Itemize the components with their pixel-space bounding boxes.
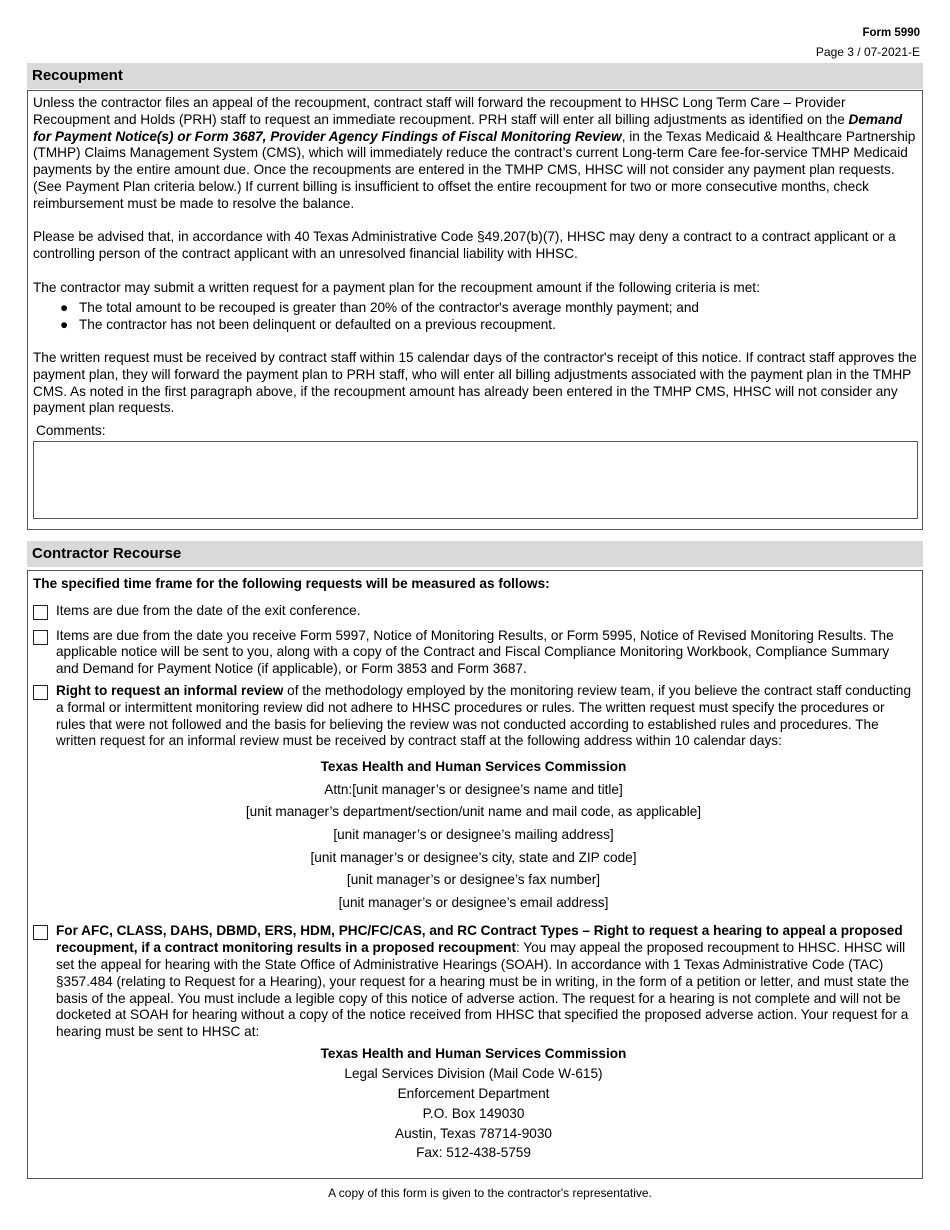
address-line: [unit manager’s or designee’s fax number] [346,872,601,888]
comments-label: Comments: [36,422,106,438]
informal-review-checkbox[interactable] [33,685,48,700]
address-line: [unit manager’s department/section/unit name and mail code, as applicable] [245,804,702,820]
recoupment-paragraph-2: Please be advised that, in accordance with 40 Texas Administrative Code §49.207(b)(7), HHSC may deny a contract to a contract applicant or a controlling person of the contract applicant with an unresolved financial liability with HHSC. [33,229,896,262]
recoupment-paragraph-4: The written request must be received by contract staff within 15 calendar days of the contractor's receipt of this notice. If contract staff approves the payment plan, they will forward the payment plan to PRH staff, who will enter all billing adjustments associated with the payment plan in the TMHP CMS. As noted in the first paragraph above, if the recoupment amount has already been entered in the TMHP CMS, HHSC will not consider any payment plan requests. [33,349,917,416]
address-line: Enforcement Department [397,1085,550,1101]
recoupment-paragraph-1: Unless the contractor files an appeal of the recoupment, contract staff will forward the recoupment to HHSC Long Term Care – Provider Recoupment and Holds (PRH) staff to request an immediate recoupment. PRH staff will enter all billing adjustments as identified on the Demand for Payment Notice(s) or Form 3687, Provider Agency Findings of Fiscal Monitoring Review, in the Texas Medicaid & Healthcare Partnership (TMHP) Claims Management System (CMS), which will immediately reduce the contract’s current Long-term Care fee-for-service TMHP Medicaid payments by the entire amount due. Once the recoupments are entered in the TMHP CMS, HHSC will not consider any payment plan requests. (See Payment Plan criteria below.) If current billing is insufficient to offset the entire recoupment for two or more consecutive months, check reimbursement must be made to resolve the balance. [33,95,916,211]
address-line: [unit manager’s or designee’s mailing address] [333,826,614,842]
option-exit-conference-text: Items are due from the date of the exit conference. [56,602,361,618]
option-exit-conference [33,603,914,620]
address-line: Texas Health and Human Services Commission [320,1045,627,1061]
page-info: Page 3 / 07-2021-E [815,45,920,59]
recoupment-section [27,90,923,530]
address-line: P.O. Box 149030 [422,1105,525,1121]
address-line: Fax: 512-438-5759 [416,1145,531,1161]
bullet-icon: ● [60,317,69,333]
bullet-icon: ● [60,300,69,316]
recourse-intro: The specified time frame for the following requests will be measured as follows: [33,576,550,591]
option-notice-receipt [33,628,914,678]
address-line: Attn:[unit manager’s or designee’s name and title] [324,781,623,797]
form-number: Form 5990 [862,27,920,39]
recourse-heading: Contractor Recourse [27,541,923,567]
option-hearing-request-text: For AFC, CLASS, DAHS, DBMD, ERS, HDM, PHC/FC/CAS, and RC Contract Types – Right to request a hearing to appeal a proposed recoupment, if a contract monitoring results in a proposed recoupment: You may appeal the proposed recoupment to HHSC. HHSC will set the appeal for hearing with the State Office of Administrative Hearings (SOAH). In accordance with 1 Texas Administrative Code (TAC) §357.484 (relating to Request for a Hearing), your request for a hearing must be in writing, in the form of a petition or letter, and must state the basis of the appeal. You must include a legible copy of this notice of adverse action. The request for a hearing is not complete and will not be docketed at SOAH for hearing without a copy of the notice received from HHSC that specified the proposed adverse action. Your request for a hearing must be sent to HHSC at: [56,923,910,1040]
list-item: ● The total amount to be recouped is greater than 20% of the contractor's average monthly payment; and [60,300,699,316]
recoupment-paragraph-3: The contractor may submit a written request for a payment plan for the recoupment amount if the following criteria is met: [33,279,760,295]
option-hearing-request [33,923,914,1041]
address-line: [unit manager’s or designee’s email address] [338,894,609,910]
address-line: Legal Services Division (Mail Code W-615) [344,1065,603,1081]
address-line: Austin, Texas 78714-9030 [395,1125,552,1141]
footer-note: A copy of this form is given to the contractor's representative. [328,1186,652,1200]
option-notice-receipt-text: Items are due from the date you receive Form 5997, Notice of Monitoring Results, or Form 5995, Notice of Revised Monitoring Results. The applicable notice will be sent to you, along with a copy of the Contract and Fiscal Compliance Monitoring Workbook, Compliance Summary and Demand for Payment Notice (if applicable), or Form 3853 and Form 3687. [56,627,894,677]
demand-notice-reference: Demand for Payment Notice(s) or Form 3687, Provider Agency Findings of Fiscal Monitoring Review [33,111,903,144]
option-informal-review-text: Right to request an informal review of the methodology employed by the monitoring review team, if you believe the contract staff conducting a formal or intermittent monitoring review did not adhere to HHSC procedures or rules. The written request must specify the procedures or rules that were not followed and the basis for believing the review was not conducted according to established rules and procedures. The written request for an informal review must be received by contract staff at the following address within 10 calendar days: [56,682,912,749]
comments-field[interactable] [33,441,918,519]
recoupment-heading: Recoupment [27,63,923,89]
list-item: ● The contractor has not been delinquent or defaulted on a previous recoupment. [60,317,556,333]
criteria-list [33,300,918,334]
hearing-request-checkbox[interactable] [33,925,48,940]
exit-conference-checkbox[interactable] [33,605,48,620]
option-informal-review [33,683,914,750]
notice-receipt-checkbox[interactable] [33,630,48,645]
informal-review-address [33,756,914,914]
address-line: Texas Health and Human Services Commission [320,759,627,775]
hearing-address [33,1044,914,1163]
recourse-section [27,570,923,1179]
address-line: [unit manager’s or designee’s city, state and ZIP code] [310,849,637,865]
